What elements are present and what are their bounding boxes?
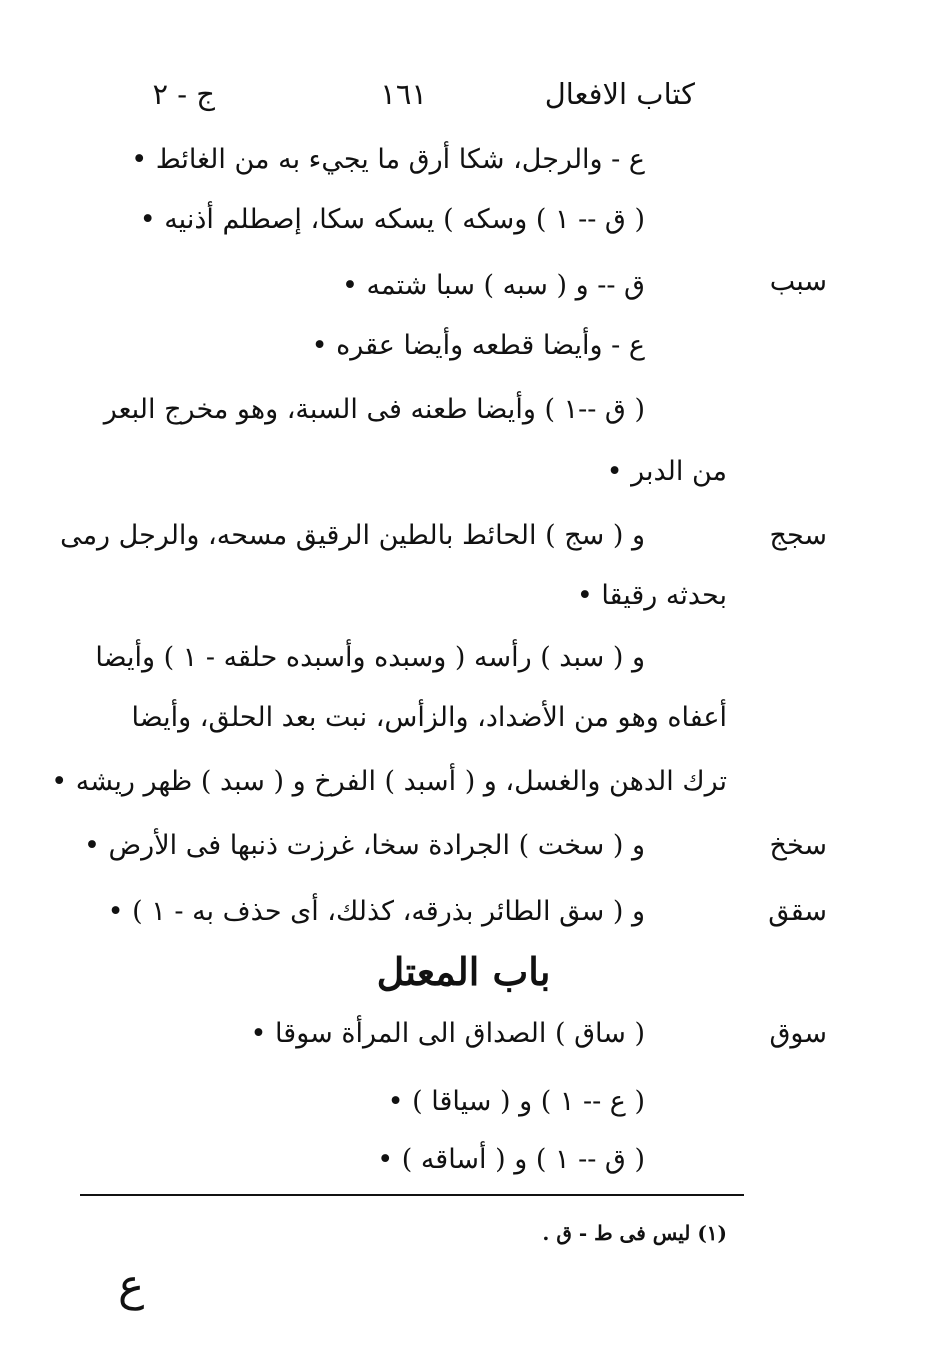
root-word: سخخ	[769, 830, 827, 861]
section-title: باب المعتل	[376, 949, 551, 994]
text-line: ع - وأيضا قطعه وأيضا عقره •	[311, 330, 645, 361]
root-word: سوق	[769, 1018, 827, 1049]
text-line: ( ق -- ١ ) وسكه ) يسكه سكا، إصطلم أذنيه •	[139, 204, 645, 235]
volume-label: ج - ٢	[152, 77, 215, 111]
text-line: ( ع -- ١ ) و ( سياقا ) •	[387, 1086, 645, 1117]
text-line: ( ق --١ ) وأيضا طعنه فى السبة، وهو مخرج البعر	[103, 394, 645, 425]
text-line: من الدبر •	[606, 456, 727, 487]
root-word: سقق	[768, 896, 827, 927]
signature-mark: ع	[118, 1260, 145, 1311]
book-title: كتاب الافعال	[544, 77, 695, 111]
text-line: أعفاه وهو من الأضداد، والزأس، نبت بعد الحلق، وأيضا	[131, 702, 727, 733]
text-line: ق -- و ( سبه ) سبا شتمه •	[342, 270, 645, 301]
text-line: ع - والرجل، شكا أرق ما يجيء به من الغائط •	[131, 144, 645, 175]
text-line: و ( سخت ) الجرادة سخا، غرزت ذنبها فى الأرض •	[84, 830, 645, 861]
text-line: و ( سبد ) رأسه ( وسبده وأسبده حلقه - ١ ) وأيضا	[95, 642, 645, 673]
footnote: (١) ليس فى ط - ق .	[542, 1221, 727, 1245]
footnote-divider	[80, 1194, 744, 1196]
text-line: ( ق -- ١ ) و ( أساقه ) •	[377, 1144, 645, 1175]
text-line: و ( سق الطائر بذرقه، كذلك، أى حذف به - ١ ) •	[107, 896, 645, 927]
text-line: ( ساق ) الصداق الى المرأة سوقا •	[250, 1018, 645, 1049]
text-line: بحدثه رقيقا •	[576, 580, 727, 611]
text-line: و ( سج ) الحائط بالطين الرقيق مسحه، والرجل رمى	[60, 520, 645, 551]
root-word: سبب	[769, 266, 827, 297]
page-number: ١٦١	[380, 77, 427, 111]
root-word: سجج	[769, 520, 827, 551]
text-line: ترك الدهن والغسل، و ( أسبد ) الفرخ و ( سبد ) ظهر ريشه •	[51, 766, 727, 797]
